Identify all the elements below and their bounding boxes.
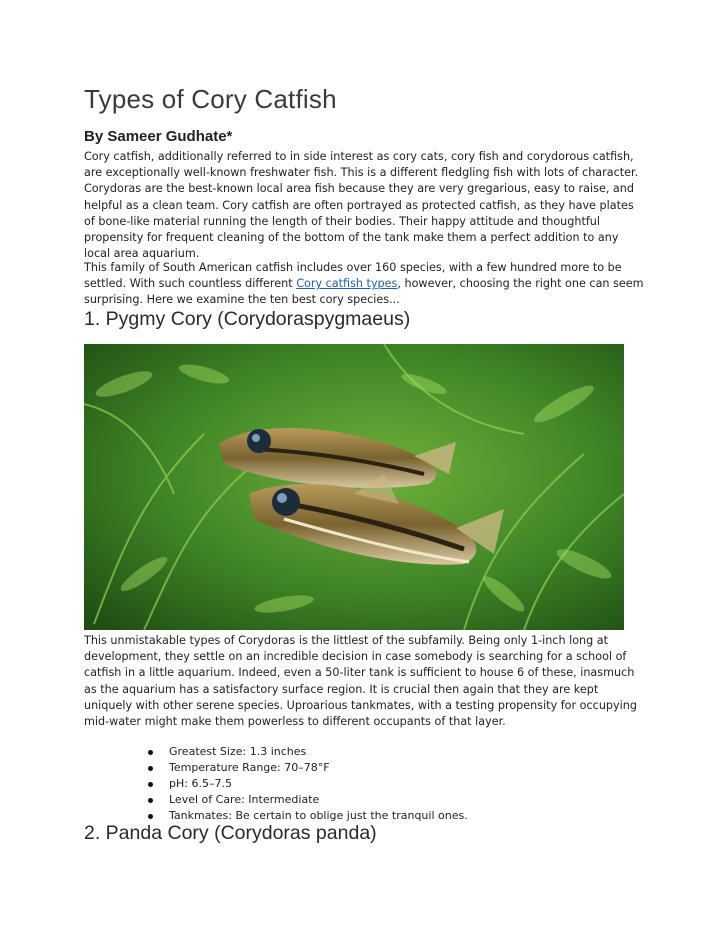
fact-text: Temperature Range: 70–78°F: [169, 761, 330, 774]
bullet-icon: [148, 782, 153, 787]
fact-text: Level of Care: Intermediate: [169, 793, 320, 806]
author-byline: By Sameer Gudhate*: [84, 128, 233, 145]
bullet-icon: [148, 798, 153, 803]
fact-item: [148, 792, 468, 808]
intro-p2-text-start: This family of South American catfish includes over 160 species, with a few hundred more to be settled. With such countless different: [84, 261, 622, 291]
fact-text: pH: 6.5–7.5: [169, 777, 232, 790]
section-2-heading: 2. Panda Cory (Corydoras panda): [84, 822, 377, 844]
pygmy-cory-facts-list: [148, 744, 468, 824]
fact-item: [148, 760, 468, 776]
cory-catfish-types-link[interactable]: Cory catfish types: [296, 277, 398, 291]
section-1-heading: 1. Pygmy Cory (Corydoraspygmaeus): [84, 308, 411, 330]
pygmy-cory-photo: [84, 344, 624, 630]
fact-item: [148, 744, 468, 760]
fact-item: [148, 776, 468, 792]
pygmy-cory-illustration: [84, 344, 624, 630]
section-1-description: This unmistakable types of Corydoras is the littlest of the subfamily. Being only 1-inch long at development, they settle on an incredible decision in case somebody is searching for a school of catfish in a little aquarium. Indeed, even a 50-liter tank is sufficient to house 6 of these, inasmuch as the aquarium has a satisfactory surface region. It is crucial then again that they are kept uniquely with other serene species. Uproarious tankmates, with a testing propensity for occupying mid-water might make them powerless to different occupants of that layer.: [84, 634, 637, 729]
bullet-icon: [148, 766, 153, 771]
fact-text: Greatest Size: 1.3 inches: [169, 745, 307, 758]
intro-paragraph-1: Cory catfish, additionally referred to in side interest as cory cats, cory fish and corydorous catfish, are exceptionally well-known freshwater fish. This is a different fledgling fish with lots of character. Corydoras are the best-known local area fish because they are very gregarious, easy to raise, and helpful as a clean team. Cory catfish are often portrayed as protected catfish, as they have plates of bone-like material running the length of their bodies. Their happy attitude and thoughtful propensity for frequent cleaning of the bottom of the tank make them a perfect addition to any local area aquarium.: [84, 150, 639, 261]
fact-text: Tankmates: Be certain to oblige just the tranquil ones.: [169, 809, 468, 822]
intro-paragraph-2: [84, 260, 644, 309]
bullet-icon: [148, 814, 153, 819]
page-title: Types of Cory Catfish: [84, 84, 337, 114]
intro-p2-text-end: , however, choosing the right one can seem surprising. Here we examine the ten best cory species...: [84, 277, 644, 307]
bullet-icon: [148, 750, 153, 755]
